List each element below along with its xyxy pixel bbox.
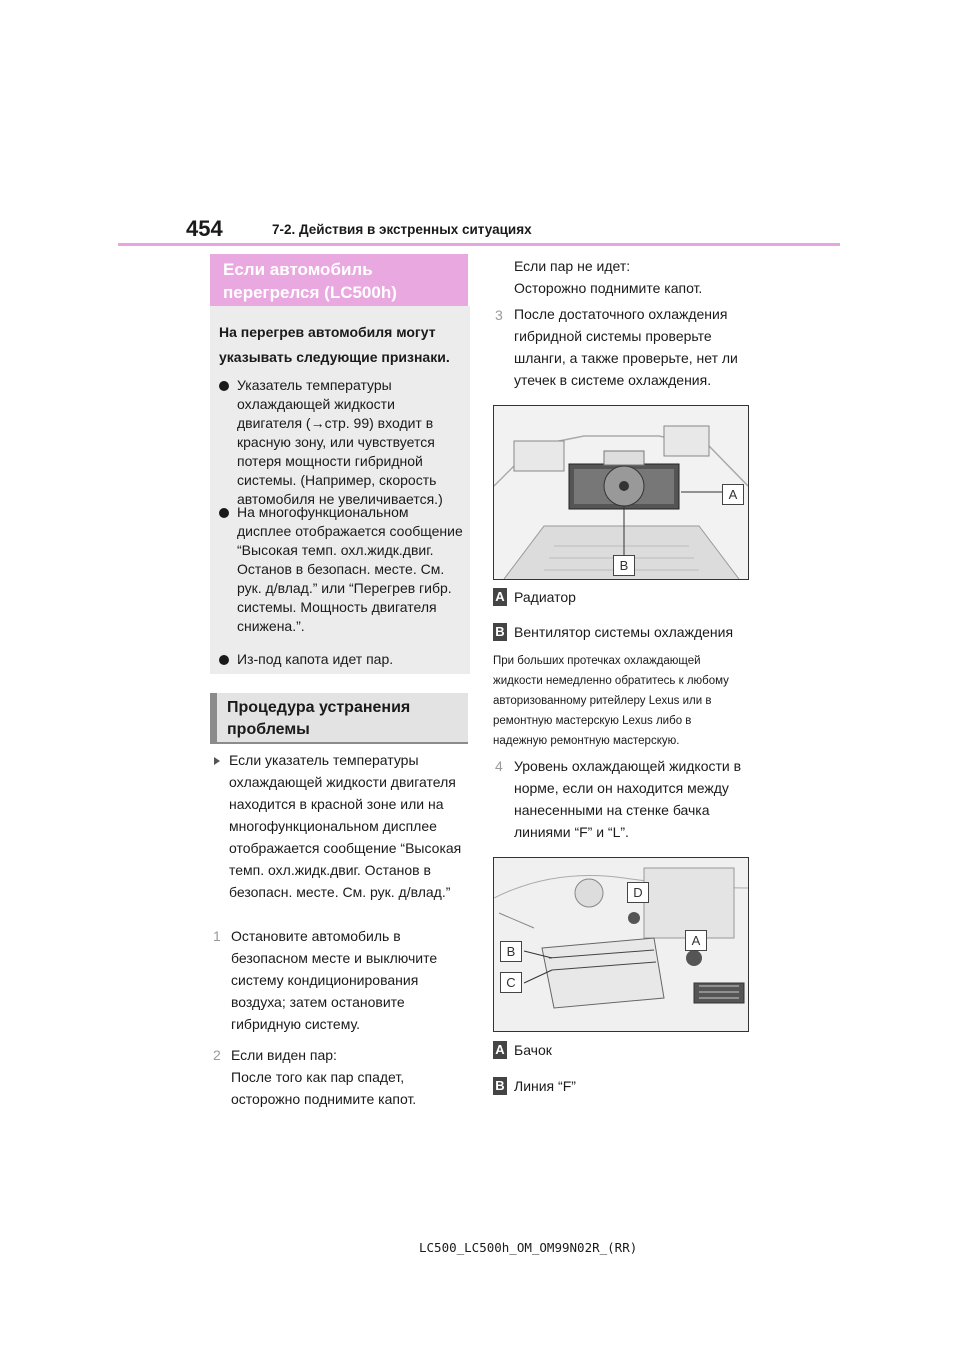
page-number: 454 <box>186 216 223 241</box>
bullet-icon <box>219 381 229 391</box>
callout-b: B <box>613 555 635 576</box>
document-code: LC500_LC500h_OM_OM99N02R_(RR) <box>419 1240 638 1255</box>
legend-badge-a: A <box>493 588 507 606</box>
step-2-text: Если виден пар: <box>231 1047 337 1063</box>
procedure-heading: Процедура устранения проблемы <box>210 693 468 744</box>
legend-badge-a: A <box>493 1041 507 1059</box>
radiator-drawing <box>494 406 748 579</box>
step-number: 3 <box>495 307 503 323</box>
legend-badge-b: B <box>493 1077 507 1095</box>
reservoir-drawing <box>494 858 748 1031</box>
condition-text: Если указатель температуры охлаждающей жидкости двигателя находится в красной зоне или на многофункциональном дисплее отображается сообщение “Высокая темп. охл.жидк.двиг. Останов в безопасн. месте. См. рук. д/влад.” <box>229 752 462 900</box>
overheat-heading: Если автомобиль перегрелся (LC500h) <box>210 254 468 306</box>
radiator-illustration <box>493 405 749 580</box>
leak-note: При больших протечках охлаждающей жидкости немедленно обратитесь к любому авторизованному ритейлеру Lexus или в ремонтную мастерскую Lexus либо в надежную ремонтную мастерскую. <box>493 655 729 747</box>
bullet-icon <box>219 655 229 665</box>
step-1-text: Остановите автомобиль в безопасном месте и выключите систему кондиционирования воздуха; затем остановите гибридную систему. <box>231 928 438 1032</box>
legend-radiator: Радиатор <box>514 589 576 605</box>
step-3-text: После достаточного охлаждения гибридной системы проверьте шланги, а также проверьте, нет ли утечек в системе охлаждения. <box>514 306 738 388</box>
callout-a: A <box>722 484 744 505</box>
step-2-detail: После того как пар спадет, осторожно поднимите капот. <box>231 1069 417 1107</box>
callout-d: D <box>627 882 649 903</box>
step-number: 1 <box>213 928 221 944</box>
callout-c: C <box>500 972 522 993</box>
reservoir-illustration <box>493 857 749 1032</box>
symptoms-intro: На перегрев автомобиля могут указывать следующие признаки. <box>219 324 450 365</box>
step-number: 4 <box>495 758 503 774</box>
callout-a: A <box>685 930 707 951</box>
legend-f-line: Линия “F” <box>514 1078 576 1094</box>
legend-badge-b: B <box>493 623 507 641</box>
legend-reservoir: Бачок <box>514 1042 552 1058</box>
section-title: 7-2. Действия в экстренных ситуациях <box>272 222 532 237</box>
header-divider <box>118 243 840 246</box>
legend-fan: Вентилятор системы охлаждения <box>514 624 734 640</box>
arrow-icon <box>214 757 220 765</box>
bullet-icon <box>219 508 229 518</box>
no-steam-label: Если пар не идет: <box>514 258 631 274</box>
step-4-text: Уровень охлаждающей жидкости в норме, если он находится между нанесенными на стенке бачка линиями “F” и “L”. <box>514 758 742 840</box>
no-steam-action: Осторожно поднимите капот. <box>514 280 703 296</box>
step-number: 2 <box>213 1047 221 1063</box>
callout-b: B <box>500 941 522 962</box>
